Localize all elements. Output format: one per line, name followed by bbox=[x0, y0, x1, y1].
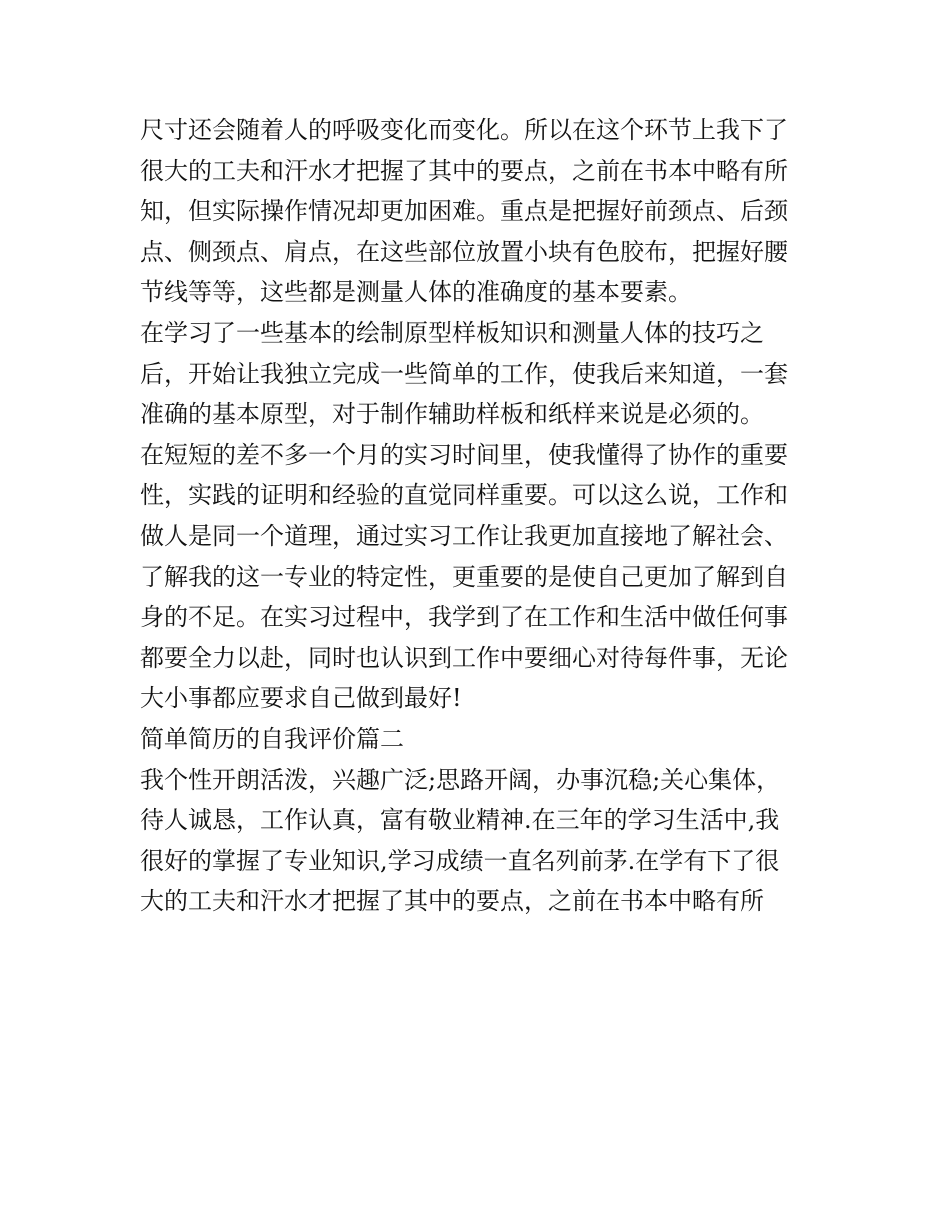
text-line: 大的工夫和汗水才把握了其中的要点，之前在书本中略有所 bbox=[140, 887, 764, 916]
text-line: 性，实践的证明和经验的直觉同样重要。可以这么说，工作和 bbox=[140, 481, 788, 510]
section-heading: 简单简历的自我评价篇二 bbox=[140, 724, 404, 753]
text-line: 待人诚恳，工作认真，富有敬业精神.在三年的学习生活中,我 bbox=[140, 806, 780, 835]
text-line: 都要全力以赴，同时也认识到工作中要细心对待每件事，无论 bbox=[140, 643, 788, 672]
text-line: 了解我的这一专业的特定性，更重要的是使自己更加了解到自 bbox=[140, 562, 788, 591]
text-line: 知，但实际操作情况却更加困难。重点是把握好前颈点、后颈 bbox=[140, 197, 788, 226]
text-line: 尺寸还会随着人的呼吸变化而变化。所以在这个环节上我下了 bbox=[140, 116, 788, 144]
text-line: 大小事都应要求自己做到最好! bbox=[140, 684, 462, 713]
text-line: 在短短的差不多一个月的实习时间里，使我懂得了协作的重要 bbox=[140, 440, 788, 469]
document-body bbox=[140, 110, 820, 922]
text-line: 准确的基本原型，对于制作辅助样板和纸样来说是必须的。 bbox=[140, 400, 764, 429]
text-line: 节线等等，这些都是测量人体的准确度的基本要素。 bbox=[140, 278, 692, 307]
text-line: 后，开始让我独立完成一些简单的工作，使我后来知道，一套 bbox=[140, 359, 788, 388]
text-line: 我个性开朗活泼，兴趣广泛;思路开阔，办事沉稳;关心集体， bbox=[140, 765, 781, 794]
text-line: 很大的工夫和汗水才把握了其中的要点，之前在书本中略有所 bbox=[140, 156, 788, 185]
text-line: 在学习了一些基本的绘制原型样板知识和测量人体的技巧之 bbox=[140, 318, 764, 347]
text-line: 做人是同一个道理，通过实习工作让我更加直接地了解社会、 bbox=[140, 521, 788, 550]
text-line: 很好的掌握了专业知识,学习成绩一直名列前茅.在学有下了很 bbox=[140, 846, 780, 875]
text-line: 点、侧颈点、肩点，在这些部位放置小块有色胶布，把握好腰 bbox=[140, 237, 788, 266]
text-line: 身的不足。在实习过程中，我学到了在工作和生活中做任何事 bbox=[140, 603, 788, 632]
